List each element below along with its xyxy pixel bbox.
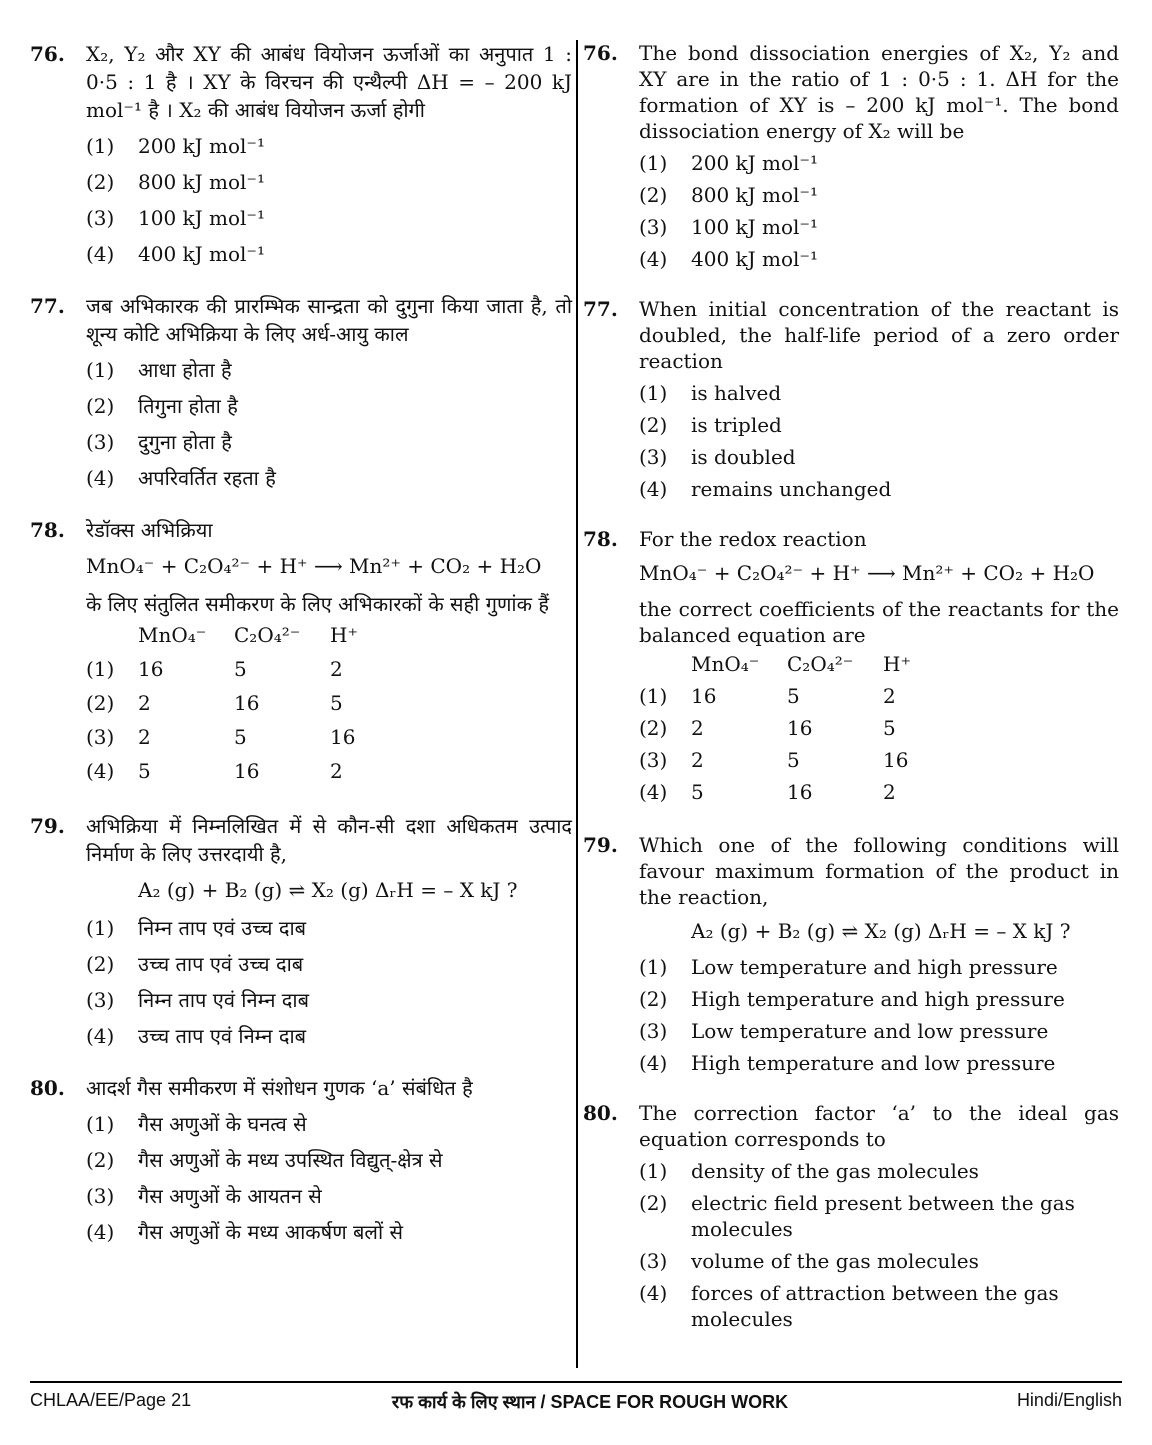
table-cell: 16 [691,684,717,708]
option-text: अपरिवर्तित रहता है [138,466,276,490]
option-text: निम्न ताप एवं उच्च दाब [138,916,307,940]
option-2 [86,168,572,196]
header-c2o4: C₂O₄²⁻ [234,623,301,647]
table-cell: 5 [883,716,896,740]
coefficient-table [86,618,390,788]
option-label: (2) [86,394,115,418]
option-label: (1) [86,916,115,940]
option-text: is tripled [691,413,782,437]
table-row [86,720,390,754]
question-stem: X₂, Y₂ और XY की आबंध वियोजन ऊर्जाओं का अनुपात 1 : 0·5 : 1 है । XY के विरचन की एन्थैल्पी ΔH = – 200 kJ mol⁻¹ है । X₂ की आबंध वियोजन ऊर्जा होगी [86,42,572,122]
option-label: (1) [639,1159,668,1183]
option-label: (4) [86,242,115,266]
option-2 [639,412,1119,438]
option-label: (2) [639,183,668,207]
question-79-english [583,832,1119,1076]
question-number: 76. [30,42,65,66]
table-cell: 5 [691,780,704,804]
option-text: 800 kJ mol⁻¹ [691,183,819,207]
question-stem: आदर्श गैस समीकरण में संशोधन गुणक ‘a’ संबंधित है [86,1076,473,1100]
language-label: Hindi/English [1016,1390,1122,1410]
option-label: (1) [86,134,115,158]
question-80-english [583,1100,1119,1332]
option-3 [86,986,572,1014]
option-label: (2) [639,987,668,1011]
option-label: (2) [639,1191,668,1215]
question-number: 76. [583,41,618,65]
option-2 [639,182,1119,208]
table-row [639,712,943,744]
table-row [86,754,390,788]
table-cell: 16 [787,780,813,804]
option-text: density of the gas molecules [691,1159,979,1183]
option-label: (2) [86,170,115,194]
question-stem: जब अभिकारक की प्रारम्भिक सान्द्रता को दुगुना किया जाता है, तो शून्य कोटि अभिक्रिया के लिए अर्ध-आयु काल [86,294,572,346]
table-cell: 5 [787,684,800,708]
option-text: is doubled [691,445,796,469]
option-text: Low temperature and high pressure [691,955,1058,979]
question-stem: अभिक्रिया में निम्नलिखित में से कौन-सी दशा अधिकतम उत्पाद निर्माण के लिए उत्तरदायी है, [86,814,572,866]
table-row [639,744,943,776]
hindi-column [30,40,572,1270]
question-number: 77. [30,294,65,318]
option-3 [639,214,1119,240]
option-label: (4) [639,1051,668,1075]
option-text: remains unchanged [691,477,892,501]
option-text: 200 kJ mol⁻¹ [691,151,819,175]
option-text: उच्च ताप एवं उच्च दाब [138,952,304,976]
option-4 [86,464,572,492]
option-text: 100 kJ mol⁻¹ [138,206,266,230]
header-mno4: MnO₄⁻ [138,623,207,647]
option-1 [639,1158,1119,1184]
option-label: (4) [639,247,668,271]
page-footer [30,1390,1122,1414]
option-2 [639,986,1119,1012]
table-cell: 5 [787,748,800,772]
option-text: 400 kJ mol⁻¹ [691,247,819,271]
option-label: (4) [86,466,115,490]
option-text: forces of attraction between the gas molecules [691,1281,1059,1331]
option-label: (1) [86,1112,115,1136]
question-77-hindi [30,292,572,492]
column-divider [576,40,578,1368]
option-text: गैस अणुओं के घनत्व से [138,1112,307,1136]
option-3 [86,428,572,456]
option-text: is halved [691,381,782,405]
option-label: (3) [86,725,115,749]
question-stem: The bond dissociation energies of X₂, Y₂ and XY are in the ratio of 1 : 0·5 : 1. ΔH for the formation of XY is – 200 kJ mol⁻¹. The bond dissociation energy of X₂ will be [639,41,1119,143]
option-text: 100 kJ mol⁻¹ [691,215,819,239]
question-stem: For the redox reaction [639,527,867,551]
question-number: 79. [583,833,618,857]
table-header-row [86,618,390,652]
option-1 [86,132,572,160]
table-cell: 16 [787,716,813,740]
question-stem-continued: के लिए संतुलित समीकरण के लिए अभिकारकों के सही गुणांक हैं [86,592,549,616]
option-text: 200 kJ mol⁻¹ [138,134,266,158]
option-3 [639,444,1119,470]
table-cell: 2 [138,691,151,715]
question-stem-continued: the correct coefficients of the reactants for the balanced equation are [639,597,1119,647]
option-4 [639,246,1119,272]
option-label: (2) [639,716,668,740]
question-number: 77. [583,297,618,321]
option-text: Low temperature and low pressure [691,1019,1049,1043]
option-text: High temperature and high pressure [691,987,1065,1011]
table-cell: 5 [234,657,247,681]
table-row [639,776,943,808]
option-text: आधा होता है [138,358,232,382]
header-mno4: MnO₄⁻ [691,652,760,676]
option-2 [639,1190,1119,1242]
option-label: (2) [86,1148,115,1172]
option-2 [86,950,572,978]
option-text: electric field present between the gas molecules [691,1191,1075,1241]
question-number: 78. [583,527,618,551]
option-1 [639,954,1119,980]
option-2 [86,392,572,420]
option-text: volume of the gas molecules [691,1249,979,1273]
table-row [86,686,390,720]
table-cell: 5 [234,725,247,749]
question-stem: The correction factor ‘a’ to the ideal gas equation corresponds to [639,1101,1119,1151]
option-label: (3) [86,988,115,1012]
table-cell: 16 [234,759,260,783]
option-text: गैस अणुओं के मध्य उपस्थित विद्युत्-क्षेत्र से [138,1148,443,1172]
option-text: दुगुना होता है [138,430,232,454]
table-row [639,680,943,712]
table-cell: 16 [883,748,909,772]
option-label: (3) [86,430,115,454]
english-column [583,40,1119,1356]
option-label: (3) [639,1249,668,1273]
option-1 [639,380,1119,406]
footer-divider [30,1381,1122,1383]
option-label: (3) [639,215,668,239]
option-label: (1) [86,657,115,681]
header-h: H⁺ [883,652,911,676]
table-cell: 2 [691,748,704,772]
option-4 [639,1050,1119,1076]
option-label: (2) [86,952,115,976]
option-2 [86,1146,572,1174]
table-cell: 2 [691,716,704,740]
option-text: 400 kJ mol⁻¹ [138,242,266,266]
option-label: (3) [639,1019,668,1043]
option-4 [639,476,1119,502]
option-label: (3) [86,1184,115,1208]
option-4 [86,1218,572,1246]
question-number: 78. [30,518,65,542]
option-text: उच्च ताप एवं निम्न दाब [138,1024,307,1048]
option-3 [86,204,572,232]
table-cell: 16 [138,657,164,681]
table-cell: 2 [330,759,343,783]
question-number: 80. [583,1101,618,1125]
option-label: (4) [639,477,668,501]
table-cell: 16 [330,725,356,749]
option-label: (2) [86,691,115,715]
option-1 [639,150,1119,176]
option-label: (4) [86,759,115,783]
option-1 [86,356,572,384]
option-text: गैस अणुओं के आयतन से [138,1184,322,1208]
option-text: तिगुना होता है [138,394,238,418]
table-header-row [639,648,943,680]
option-label: (3) [86,206,115,230]
coefficient-table [639,648,943,808]
redox-equation: MnO₄⁻ + C₂O₄²⁻ + H⁺ ⟶ Mn²⁺ + CO₂ + H₂O [639,561,1095,585]
table-cell: 2 [883,684,896,708]
option-label: (4) [86,1024,115,1048]
header-c2o4: C₂O₄²⁻ [787,652,854,676]
option-label: (4) [639,1281,668,1305]
question-80-hindi [30,1074,572,1246]
table-cell: 2 [138,725,151,749]
header-h: H⁺ [330,623,358,647]
option-label: (1) [639,381,668,405]
option-label: (1) [639,684,668,708]
option-3 [86,1182,572,1210]
option-label: (2) [639,413,668,437]
option-4 [639,1280,1119,1332]
option-4 [86,240,572,268]
option-3 [639,1018,1119,1044]
option-label: (3) [639,445,668,469]
question-number: 79. [30,814,65,838]
option-1 [86,1110,572,1138]
option-label: (4) [86,1220,115,1244]
page-code: CHLAA/EE/Page 21 [30,1390,192,1410]
redox-equation: MnO₄⁻ + C₂O₄²⁻ + H⁺ ⟶ Mn²⁺ + CO₂ + H₂O [86,554,542,578]
table-row [86,652,390,686]
option-4 [86,1022,572,1050]
option-text: निम्न ताप एवं निम्न दाब [138,988,310,1012]
rough-work-label: रफ कार्य के लिए स्थान / SPACE FOR ROUGH WORK [391,1392,789,1412]
option-text: High temperature and low pressure [691,1051,1056,1075]
question-stem: रेडॉक्स अभिक्रिया [86,518,213,542]
option-label: (1) [86,358,115,382]
table-cell: 2 [330,657,343,681]
equilibrium-equation: A₂ (g) + B₂ (g) ⇌ X₂ (g) ΔᵣH = – X kJ ? [691,919,1071,943]
question-79-hindi [30,812,572,1050]
option-label: (4) [639,780,668,804]
table-cell: 5 [330,691,343,715]
question-76-hindi [30,40,572,268]
option-text: 800 kJ mol⁻¹ [138,170,266,194]
option-1 [86,914,572,942]
question-78-hindi [30,516,572,788]
question-stem: Which one of the following conditions will favour maximum formation of the product in the reaction, [639,833,1119,909]
table-cell: 5 [138,759,151,783]
table-cell: 16 [234,691,260,715]
option-text: गैस अणुओं के मध्य आकर्षण बलों से [138,1220,404,1244]
question-76-english [583,40,1119,272]
question-stem: When initial concentration of the reactant is doubled, the half-life period of a zero order reaction [639,297,1119,373]
question-78-english [583,526,1119,808]
question-number: 80. [30,1076,65,1100]
option-label: (3) [639,748,668,772]
equilibrium-equation: A₂ (g) + B₂ (g) ⇌ X₂ (g) ΔᵣH = – X kJ ? [138,878,518,902]
option-3 [639,1248,1119,1274]
table-cell: 2 [883,780,896,804]
question-77-english [583,296,1119,502]
option-label: (1) [639,151,668,175]
option-label: (1) [639,955,668,979]
